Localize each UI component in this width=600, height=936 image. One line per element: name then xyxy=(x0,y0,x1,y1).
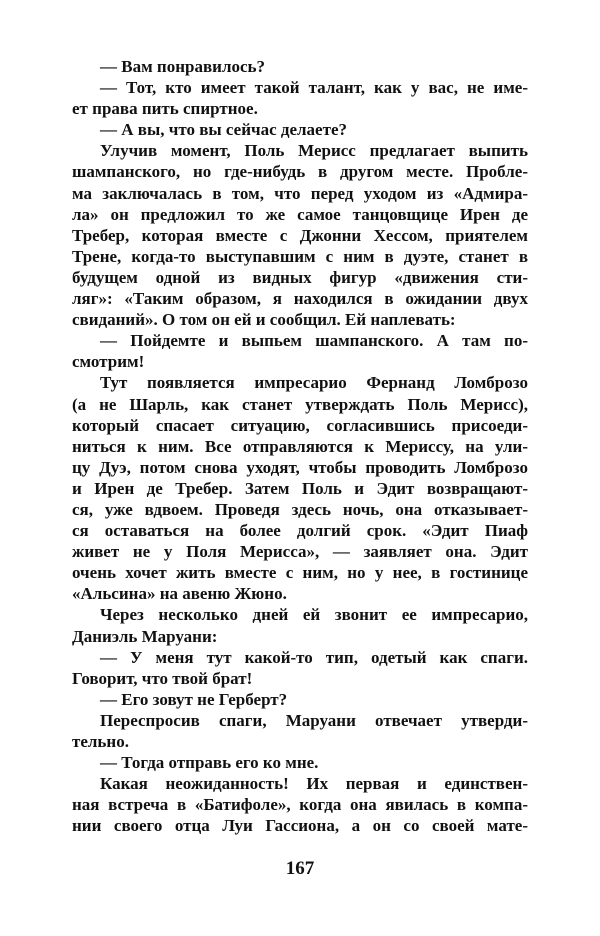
text-line: живет не у Поля Мерисса», — заявляет она. Эдит xyxy=(72,542,528,562)
text-line: шампанского, но где-нибудь в другом месте. Пробле- xyxy=(72,162,528,182)
text-line: цу Дуэ, потом снова уходят, чтобы проводить Ломброзо xyxy=(72,457,528,477)
text-line: ся оставаться на более долгий срок. «Эдит Пиаф xyxy=(72,521,528,541)
text-line: Через несколько дней ей звонит ее импресарио, xyxy=(100,605,528,625)
text-line: — У меня тут какой-то тип, одетый как спаги. xyxy=(100,647,528,667)
text-line: тельно. xyxy=(72,732,129,751)
body-text xyxy=(72,56,528,836)
text-line: Тут появляется импресарио Фернанд Ломброзо xyxy=(100,373,528,393)
text-line: ная встреча в «Батифоле», когда она явилась в компа- xyxy=(72,795,528,815)
text-line: Какая неожиданность! Их первая и единствен- xyxy=(100,774,528,794)
text-line: — Тогда отправь его ко мне. xyxy=(100,753,319,773)
text-line: Переспросив спаги, Маруани отвечает утверди- xyxy=(100,710,528,730)
text-line: очень хочет жить вместе с ним, но у нее, в гостинице xyxy=(72,563,528,583)
text-line: смотрим! xyxy=(72,352,145,372)
text-line: — Пойдемте и выпьем шампанского. А там по- xyxy=(100,331,528,351)
text-line: ниться к ним. Все отправляются к Мериссу, на ули- xyxy=(72,436,528,456)
text-line: Говорит, что твой брат! xyxy=(72,668,253,688)
text-line: и Ирен де Требер. Затем Поль и Эдит возвращают- xyxy=(72,478,528,498)
text-line: ла» он предложил то же самое танцовщице Ирен де xyxy=(72,204,528,224)
text-line: ся, уже вдвоем. Проведя здесь ночь, она отказывает- xyxy=(72,499,528,519)
text-line: нии своего отца Луи Гассиона, а он со своей мате- xyxy=(72,816,528,836)
text-line: ма заключалась в том, что перед уходом из «Адмира- xyxy=(72,183,528,203)
text-line: ляг»: «Таким образом, я находился в ожидании двух xyxy=(72,289,528,309)
text-line: свиданий». О том он ей и сообщил. Ей наплевать: xyxy=(72,310,456,330)
text-line: — Тот, кто имеет такой талант, как у вас, не име- xyxy=(100,78,528,98)
text-line: — А вы, что вы сейчас делаете? xyxy=(100,120,347,140)
text-line: «Альсина» на авеню Жюно. xyxy=(72,584,287,604)
text-line: Даниэль Маруани: xyxy=(72,626,218,646)
text-line: будущем одной из видных фигур «движения сти- xyxy=(72,267,528,287)
text-line: (а не Шарль, как станет утверждать Поль Мерисс), xyxy=(72,394,528,414)
text-line: который спасает ситуацию, согласившись присоеди- xyxy=(72,415,528,435)
text-line: Трене, когда-то выступавшим с ним в дуэте, станет в xyxy=(72,246,528,266)
text-line: Улучив момент, Поль Мерисс предлагает выпить xyxy=(100,141,528,161)
text-line: ет права пить спиртное. xyxy=(72,99,258,119)
page-number: 167 xyxy=(285,858,315,879)
text-line: — Вам понравилось? xyxy=(100,57,266,76)
text-line: — Его зовут не Герберт? xyxy=(100,689,288,709)
text-line: Требер, которая вместе с Джонни Хессом, приятелем xyxy=(72,225,528,245)
